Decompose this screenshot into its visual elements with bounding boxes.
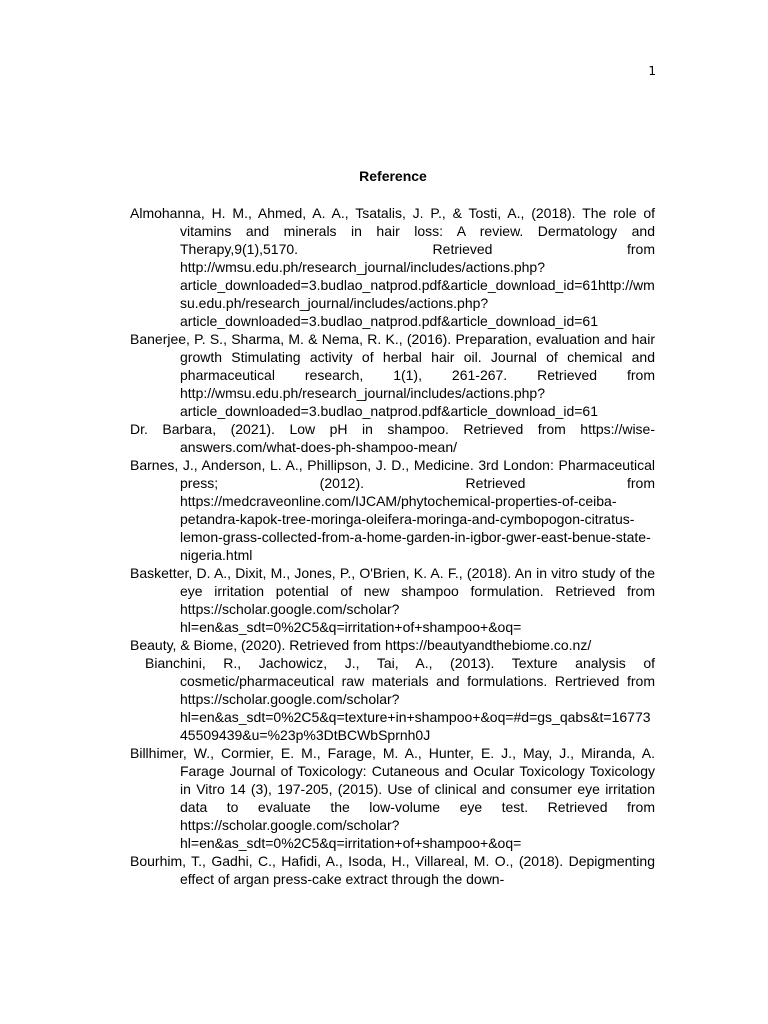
reference-entry: Almohanna, H. M., Ahmed, A. A., Tsatalis, J. P., & Tosti, A., (2018). The role of vitamins and minerals in hair loss: A review. Dermatology and Therapy,9(1),5170. Retrieved from http://wmsu.edu.ph/research_journal/includes/actions.php?article_downloaded=3.budlao_natprod.pdf&article_download_id=61http://wmsu.edu.ph/research_journal/includes/actions.php?article_downloaded=3.budlao_natprod.pdf&article_download_id=61	[130, 205, 655, 329]
reference-entry: Bourhim, T., Gadhi, C., Hafidi, A., Isoda, H., Villareal, M. O., (2018). Depigmenting effect of argan press-cake extract through the down-	[130, 853, 655, 887]
reference-entry: Beauty, & Biome, (2020). Retrieved from https://beautyandthebiome.co.nz/	[130, 637, 592, 653]
page-title: Reference	[359, 168, 427, 184]
reference-list	[130, 204, 655, 888]
reference-entry: Barnes, J., Anderson, L. A., Phillipson, J. D., Medicine. 3rd London: Pharmaceutical press; (2012). Retrieved from https://medcraveonline.com/IJCAM/phytochemical-properties-of-ceiba-petandra-kapok-tree-moringa-oleifera-moringa-and-cymbopogon-citratus-lemon-grass-collected-from-a-home-garden-in-igbor-gwer-east-benue-state-nigeria.html	[130, 457, 655, 563]
reference-entry: Bianchini, R., Jachowicz, J., Tai, A., (2013). Texture analysis of cosmetic/pharmaceutical raw materials and formulations. Rertrieved from https://scholar.google.com/scholar?hl=en&as_sdt=0%2C5&q=texture+in+shampoo+&oq=#d=gs_qabs&t=1677345509439&u=%23p%3DtBCWbSprnh0J	[145, 655, 655, 743]
reference-entry: Billhimer, W., Cormier, E. M., Farage, M. A., Hunter, E. J., May, J., Miranda, A. Farage Journal of Toxicology: Cutaneous and Ocular Toxicology Toxicology in Vitro 14 (3), 197-205, (2015). Use of clinical and consumer eye irritation data to evaluate the low-volume eye test. Retrieved from https://scholar.google.com/scholar?hl=en&as_sdt=0%2C5&q=irritation+of+shampoo+&oq=	[130, 745, 655, 851]
reference-entry: Basketter, D. A., Dixit, M., Jones, P., O'Brien, K. A. F., (2018). An in vitro study of the eye irritation potential of new shampoo formulation. Retrieved from https://scholar.google.com/scholar?hl=en&as_sdt=0%2C5&q=irritation+of+shampoo+&oq=	[130, 565, 655, 635]
reference-entry: Dr. Barbara, (2021). Low pH in shampoo. Retrieved from https://wise-answers.com/what-does-ph-shampoo-mean/	[130, 421, 655, 455]
reference-entry: Banerjee, P. S., Sharma, M. & Nema, R. K., (2016). Preparation, evaluation and hair growth Stimulating activity of herbal hair oil. Journal of chemical and pharmaceutical research, 1(1), 261-267. Retrieved from http://wmsu.edu.ph/research_journal/includes/actions.php?article_downloaded=3.budlao_natprod.pdf&article_download_id=61	[130, 331, 655, 419]
page-number: 1	[648, 64, 656, 78]
